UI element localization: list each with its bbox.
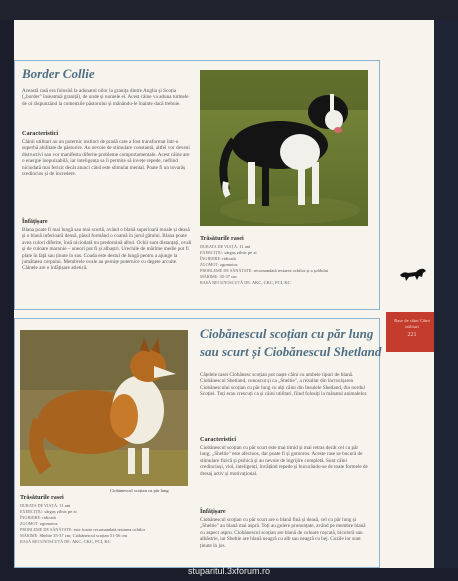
- border-collie-characteristics: Câinii utilitari au un puternic instinct de pradă care a fost transformat într-o superbă abilitate de păstorire. Au nevoie de stimulare constantă, altfel vor deveni distructivi sau vor manifesta diferite probleme comportamentale. Acest câine are o energie inepuizabilă, iar inteligența sa îi permite să învețe repede, nefiind niciodată mai fericit decât atunci când este stimulat mental. Poate fi un tovarăș credincios și de încredere.: [22, 139, 190, 178]
- border-collie-appearance: Blana poate fi mai lungă sau mai scurtă, având o blană superioară moale și deasă și o blană inferioară densă, păsul formând o coamă în jurul gâtului. Blana poate avea culori diferite, însă niciodată nu predomină albul. Ochii sunt distanțați, ovali și de culoare maronie – uneori pot fi și albaștri. Urechile de mărime medie pot fi plate în față sau ținute în sus. Coada este destul de lungă pentru a ajunge la jumătatea corpului. Membrele ovale au pernițe puternice cu degete arcuite. Câinele are o înfățișare atletică.: [22, 227, 192, 272]
- trait-row: ÎNGRIJIRE: ridicată: [200, 256, 236, 261]
- collie-photo: [20, 330, 188, 486]
- trait-row: RASĂ RECUNOSCUTĂ DE: AKC, CKC, FCI, KC: [20, 539, 111, 544]
- trait-row: DURATA DE VIAȚĂ: 11 ani: [200, 244, 251, 249]
- trait-row: ÎNGRIJIRE: ridicată: [20, 515, 56, 520]
- running-dog-icon: [398, 265, 428, 288]
- border-collie-intro: Această rasă era folosită la adunatul oilor la granița dintre Anglia și Scoția („border" înseamnă graniță), de unde și numele ei. Acest câine va aduna turmele de oi răspunzând la comenzile păstorului și mânându-le înainte dacă trebuie.: [22, 88, 189, 107]
- collie-appearance-heading: Înfățișare: [200, 508, 226, 515]
- collie-photo-caption: Ciobănescul scoțian cu păr lung: [110, 488, 169, 493]
- collie-appearance: Ciobănescul scoțian cu păr scurt are o blană fină și deasă, cel cu păr lung și „Sheltie" au blană mai aspră. Toți au gulere pronunțate, având pe membre blană cu aspect aspru. Ciobănescul scoțian are blană de culoare roșcată, bicoloră sau albăstrie, iar Sheltie are blană neagră cu alb sau neagră cu bej. Cozile lor sunt ținute în jos.: [200, 517, 366, 549]
- trait-row: ZGOMOT: zgomotos: [20, 521, 58, 526]
- trait-row: EXERCIȚIU: sârguș zilnic pe zi: [200, 250, 257, 255]
- collie-characteristics-heading: Caracteristici: [200, 436, 237, 443]
- chapter-tab-text: Rase de câini Câini utilitari: [394, 318, 430, 329]
- border-collie-title: Border Collie: [22, 66, 95, 81]
- book-top-edge: [0, 0, 458, 20]
- border-collie-photo: [200, 70, 368, 226]
- trait-row: PROBLEME DE SĂNĂTATE: este foarte recomandată testarea ochilor: [20, 527, 146, 532]
- collie-intro: Cățelele rasei Ciobănesc scoțian pot naște câini cu ambele tipuri de blană. Ciobănescul Shetland, cunoscut și ca „Sheltie", a rezultat din încrucișarea Ciobănescului scoțian cu păr lung cu alți câini din Insulele Shetland, din nordul Scoției. Toți erau crescuți ca și câini utilitari, fiind folosiți la mânatul animalelor.: [200, 372, 368, 398]
- collie-title-line2: sau scurt și Ciobănescul Shetland: [200, 344, 382, 359]
- trait-row: MĂRIME: 35-37 cm: [200, 274, 237, 279]
- traits-heading: Trăsăturile rasei: [20, 494, 64, 501]
- trait-row: RASĂ RECUNOSCUTĂ DE: AKC, CKC, FCI, KC: [200, 280, 291, 285]
- traits-heading: Trăsăturile rasei: [200, 235, 244, 242]
- collie-traits: [20, 494, 145, 545]
- trait-row: PROBLEME DE SĂNĂTATE: recomandată testarea ochilor și a șoldului: [200, 268, 329, 273]
- border-collie-characteristics-heading: Caracteristici: [22, 130, 59, 137]
- collie-title-line1: Ciobănescul scoțian cu păr lung: [200, 326, 374, 341]
- watermark: stuparitul.3xforum.ro: [187, 566, 271, 576]
- trait-row: MĂRIME: Sheltie 35-37 cm; Ciobănescul scoțian 51-56 cm: [20, 533, 127, 538]
- trait-row: EXERCIȚIU: sârguș zilnic pe zi: [20, 509, 77, 514]
- border-collie-traits: [200, 235, 328, 286]
- page-number: 221: [407, 332, 417, 338]
- trait-row: ZGOMOT: zgomotos: [200, 262, 238, 267]
- book-spine: [434, 20, 458, 568]
- border-collie-appearance-heading: Înfățișare: [22, 218, 48, 225]
- collie-characteristics: Ciobănescul scoțian cu păr scurt este mai timid și mai retras decât cel cu păr lung; „Sheltie" este afectuos, dar poate fi și gomoros. Aceste rase se bucură de stimulare fizică și psihică și au nevoie de îngrijire completă. Sunt câini credincioși, vioi, inteligenți, învățând repede și bucurându-se de toate formele de dresaj activ și motivațional.: [200, 445, 368, 477]
- trait-row: DURATA DE VIAȚĂ: 11 ani: [20, 503, 71, 508]
